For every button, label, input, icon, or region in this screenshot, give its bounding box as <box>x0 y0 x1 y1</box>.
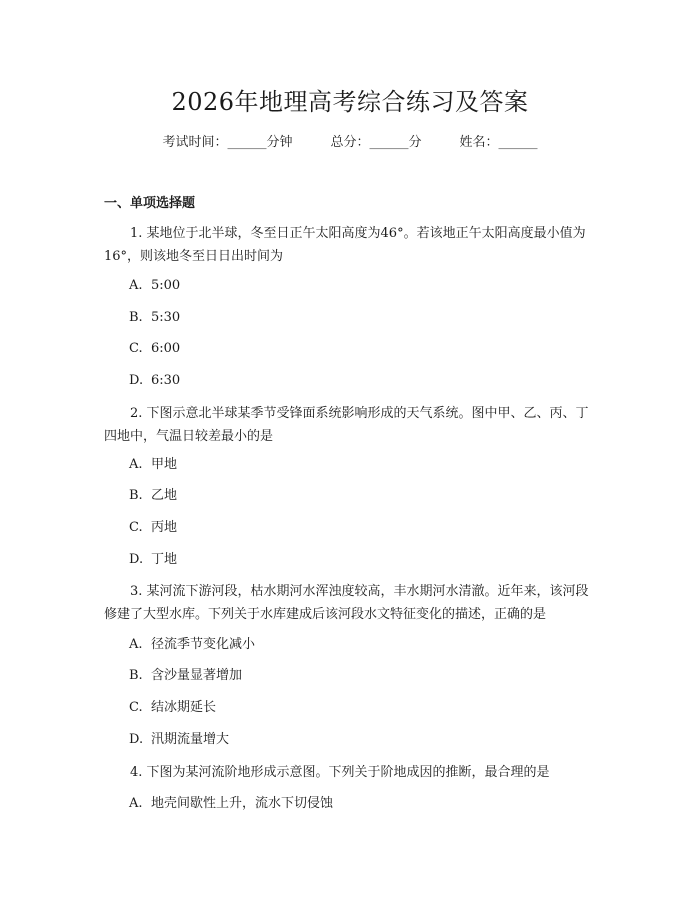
total-score-field: 总分：______分 <box>330 135 422 150</box>
question-3-stem: 3. 某河流下游河段，枯水期河水浑浊度较高，丰水期河水清澈。近年来，该河段修建了大型水库。下列关于水库建成后该河段水文特征变化的描述，正确的是 <box>104 584 589 622</box>
option-letter: D. <box>129 732 144 747</box>
question-1-option-a <box>129 277 180 295</box>
section-heading: 一、单项选择题 <box>104 196 196 211</box>
option-text: 结冰期延长 <box>151 700 217 715</box>
option-letter: C. <box>129 341 143 356</box>
option-text: 6:00 <box>151 341 181 356</box>
option-text: 甲地 <box>151 457 178 472</box>
document-title: 2026年地理高考综合练习及答案 <box>171 88 529 116</box>
option-letter: B. <box>129 488 143 503</box>
question-3-option-b <box>129 667 242 685</box>
option-letter: A. <box>129 637 143 652</box>
option-text: 乙地 <box>151 488 178 503</box>
option-letter: D. <box>129 552 144 567</box>
option-text: 径流季节变化减小 <box>151 637 256 652</box>
exam-time-field: 考试时间：______分钟 <box>162 135 293 150</box>
question-3-option-a <box>129 636 255 654</box>
question-1-stem: 1. 某地位于北半球，冬至日正午太阳高度为46°。若该地正午太阳高度最小值为16°，则该地冬至日日出时间为 <box>104 226 586 264</box>
option-letter: A. <box>129 796 143 811</box>
option-text: 丁地 <box>151 552 178 567</box>
question-4-stem: 4. 下图为某河流阶地形成示意图。下列关于阶地成因的推断，最合理的是 <box>130 765 550 780</box>
option-text: 含沙量显著增加 <box>151 668 243 683</box>
question-1-option-d <box>129 372 180 390</box>
option-text: 5:00 <box>151 278 181 293</box>
question-1-option-b <box>129 309 180 327</box>
student-name-field: 姓名：______ <box>459 135 538 150</box>
exam-meta-line <box>0 131 700 150</box>
option-text: 6:30 <box>151 373 181 388</box>
question-3-option-c <box>129 699 216 717</box>
option-letter: C. <box>129 700 143 715</box>
question-2-option-b <box>129 487 177 505</box>
option-letter: A. <box>129 457 143 472</box>
option-text: 地壳间歇性上升，流水下切侵蚀 <box>151 796 334 811</box>
question-2-option-c <box>129 519 177 537</box>
question-4-option-a <box>129 795 333 813</box>
option-text: 丙地 <box>151 520 178 535</box>
question-2-option-a <box>129 456 177 474</box>
question-2-option-d <box>129 551 177 569</box>
question-3-option-d <box>129 731 229 749</box>
question-2-stem: 2. 下图示意北半球某季节受锋面系统影响形成的天气系统。图中甲、乙、丙、丁四地中，气温日较差最小的是 <box>104 406 589 444</box>
option-letter: C. <box>129 520 143 535</box>
option-text: 5:30 <box>151 310 181 325</box>
option-text: 汛期流量增大 <box>151 732 230 747</box>
question-1-option-c <box>129 340 180 358</box>
option-letter: B. <box>129 668 143 683</box>
option-letter: A. <box>129 278 143 293</box>
option-letter: D. <box>129 373 144 388</box>
option-letter: B. <box>129 310 143 325</box>
